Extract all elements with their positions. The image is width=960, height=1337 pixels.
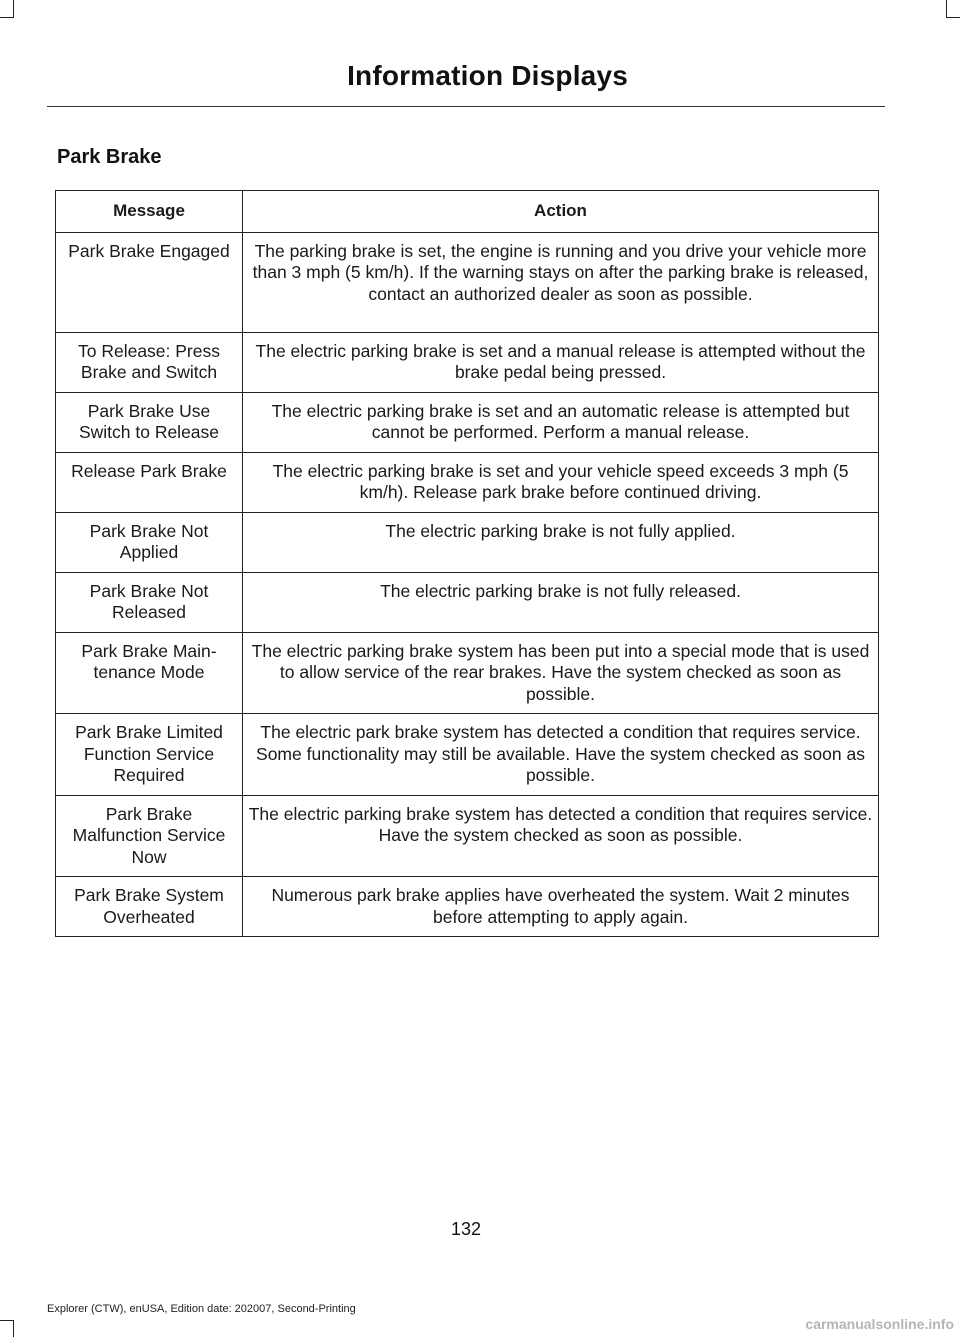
- table-row: [56, 632, 879, 714]
- table-row: [56, 232, 879, 332]
- page-number: 132: [450, 1219, 482, 1239]
- action-cell: The parking brake is set, the engine is running and you drive your vehicle more than 3 mph (5 km/h). If the warning stays on after the parking brake is released, contact an authorized dealer as soon as possible.: [243, 232, 879, 332]
- action-cell: The electric parking brake system has been put into a special mode that is used to allow service of the rear brakes. Have the system checked as soon as possible.: [243, 632, 879, 714]
- edition-footer: Explorer (CTW), enUSA, Edition date: 202007, Second-Printing: [47, 1303, 356, 1315]
- table-row: [56, 572, 879, 632]
- message-cell: Park Brake Use Switch to Release: [56, 392, 243, 452]
- column-header-action: Action: [243, 191, 879, 233]
- table-row: [56, 877, 879, 937]
- table-header-row: [56, 191, 879, 233]
- action-cell: The electric parking brake is not fully released.: [243, 572, 879, 632]
- page-header-title: Information Displays: [347, 60, 628, 91]
- watermark-logo: carmanualsonline.info: [805, 1316, 954, 1332]
- action-cell: The electric parking brake is not fully applied.: [243, 512, 879, 572]
- section-title: Park Brake: [57, 146, 162, 168]
- crop-mark: [13, 0, 14, 18]
- crop-mark: [946, 17, 960, 18]
- table-row: [56, 452, 879, 512]
- header-divider: [47, 106, 885, 107]
- action-cell: The electric parking brake is set and your vehicle speed exceeds 3 mph (5 km/h). Release park brake before continued driving.: [243, 452, 879, 512]
- table-row: [56, 332, 879, 392]
- message-cell: Park Brake Main-tenance Mode: [56, 632, 243, 714]
- message-cell: Park Brake Malfunction Service Now: [56, 795, 243, 877]
- message-cell: Release Park Brake: [56, 452, 243, 512]
- message-cell: Park Brake System Overheated: [56, 877, 243, 937]
- table-row: [56, 512, 879, 572]
- crop-mark: [13, 1320, 14, 1337]
- message-cell: Park Brake Not Released: [56, 572, 243, 632]
- message-cell: Park Brake Not Applied: [56, 512, 243, 572]
- crop-mark: [0, 1320, 14, 1321]
- action-cell: The electric park brake system has detected a condition that requires service. Some functionality may still be available. Have the system checked as soon as possible.: [243, 714, 879, 796]
- park-brake-message-table: [55, 190, 879, 937]
- crop-mark: [946, 0, 947, 18]
- message-cell: Park Brake Limited Function Service Required: [56, 714, 243, 796]
- table-row: [56, 714, 879, 796]
- message-cell: To Release: Press Brake and Switch: [56, 332, 243, 392]
- column-header-message: Message: [56, 191, 243, 233]
- action-cell: Numerous park brake applies have overheated the system. Wait 2 minutes before attempting to apply again.: [243, 877, 879, 937]
- table-row: [56, 392, 879, 452]
- table-row: [56, 795, 879, 877]
- crop-mark: [0, 17, 14, 18]
- message-cell: Park Brake Engaged: [56, 232, 243, 332]
- action-cell: The electric parking brake is set and an automatic release is attempted but cannot be performed. Perform a manual release.: [243, 392, 879, 452]
- action-cell: The electric parking brake is set and a manual release is attempted without the brake pedal being pressed.: [243, 332, 879, 392]
- action-cell: The electric parking brake system has detected a condition that requires service. Have the system checked as soon as possible.: [243, 795, 879, 877]
